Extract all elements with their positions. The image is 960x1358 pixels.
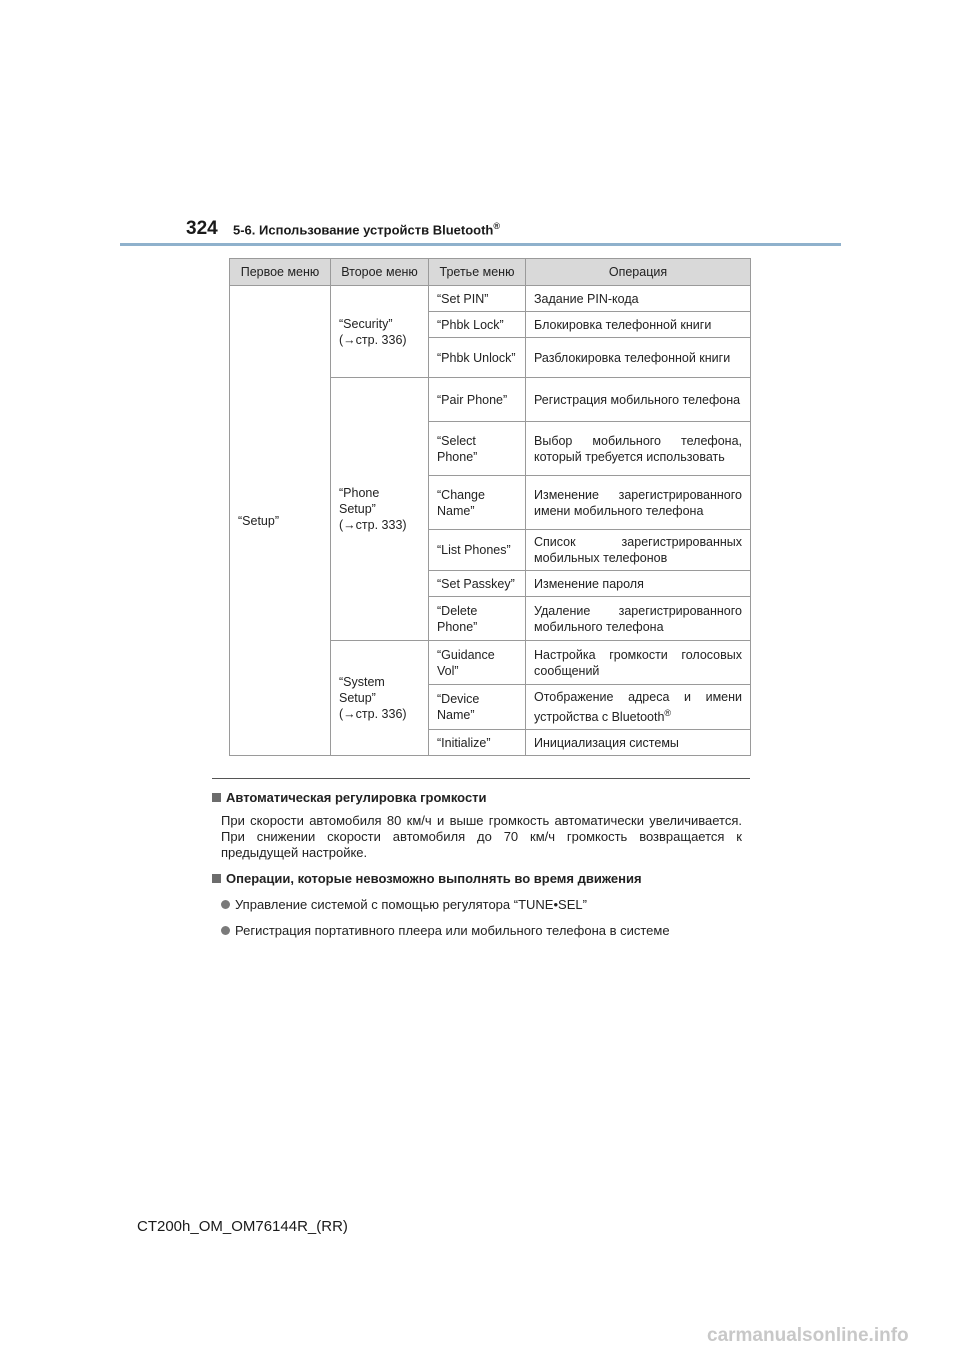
column-header: Второе меню	[331, 259, 429, 286]
table-header-row	[230, 259, 751, 286]
watermark: carmanualsonline.info	[707, 1325, 909, 1346]
second-menu-cell: “Phone Setup” (→стр. 333)	[331, 378, 429, 641]
list-item-text: Регистрация портативного плеера или мобильного телефона в системе	[235, 923, 670, 938]
note-body-auto-volume: При скорости автомобиля 80 км/ч и выше громкость автоматически увеличивается. При снижении скорости автомобиля до 70 км/ч громкость возвращается к предыдущей настройке.	[221, 813, 742, 860]
notes-section	[212, 790, 742, 939]
list-item-text: Управление системой с помощью регулятора “TUNE•SEL”	[235, 897, 587, 912]
third-menu-cell: “Phbk Unlock”	[429, 338, 526, 378]
operation-text: Инициализация системы	[534, 735, 679, 750]
operation-cell	[526, 422, 751, 476]
operation-text: Задание PIN-кода	[534, 291, 639, 306]
table-bottom-rule	[212, 778, 750, 779]
second-menu-cell: “System Setup” (→стр. 336)	[331, 641, 429, 756]
third-menu-cell: “Pair Phone”	[429, 378, 526, 422]
registered-mark: ®	[493, 221, 500, 231]
third-menu-cell: “Change Name”	[429, 476, 526, 530]
third-menu-cell: “Set Passkey”	[429, 571, 526, 597]
list-item	[221, 897, 742, 913]
column-header: Операция	[526, 259, 751, 286]
first-menu-cell: “Setup”	[230, 286, 331, 756]
note-heading-driving-ops	[212, 871, 742, 887]
third-menu-cell: “Device Name”	[429, 685, 526, 730]
operation-cell	[526, 378, 751, 422]
third-menu-cell: “Delete Phone”	[429, 597, 526, 641]
operation-cell	[526, 685, 751, 730]
list-item	[221, 923, 742, 939]
note-heading-auto-volume	[212, 790, 742, 806]
note-heading-text: Операции, которые невозможно выполнять во время движения	[226, 871, 642, 886]
operation-text: Изменение зарегистрированного имени мобильного телефона	[534, 487, 742, 518]
third-menu-cell: “List Phones”	[429, 530, 526, 571]
operation-cell	[526, 286, 751, 312]
registered-mark: ®	[664, 708, 672, 718]
operation-cell	[526, 730, 751, 756]
operation-text: Настройка громкости голосовых сообщений	[534, 647, 742, 678]
circle-bullet-icon	[221, 900, 230, 909]
header-rule	[120, 243, 841, 246]
square-bullet-icon	[212, 874, 221, 883]
operation-text: Разблокировка телефонной книги	[534, 350, 731, 365]
third-menu-cell: “Initialize”	[429, 730, 526, 756]
operation-text: Изменение пароля	[534, 576, 644, 591]
note-heading-text: Автоматическая регулировка громкости	[226, 790, 487, 805]
operation-cell	[526, 476, 751, 530]
operation-text: Список зарегистрированных мобильных телефонов	[534, 535, 742, 565]
document-code: CT200h_OM_OM76144R_(RR)	[137, 1218, 348, 1235]
operation-text: Удаление зарегистрированного мобильного телефона	[534, 603, 742, 634]
operation-text: Регистрация мобильного телефона	[534, 392, 741, 407]
table-row	[230, 286, 751, 312]
operation-cell	[526, 597, 751, 641]
third-menu-cell: “Guidance Vol”	[429, 641, 526, 685]
operation-cell	[526, 338, 751, 378]
table-body	[230, 286, 751, 756]
operation-cell	[526, 571, 751, 597]
column-header: Третье меню	[429, 259, 526, 286]
operation-text: Отображение адреса и имени устройства с Bluetooth	[534, 690, 742, 725]
third-menu-cell: “Phbk Lock”	[429, 312, 526, 338]
circle-bullet-icon	[221, 926, 230, 935]
operation-text: Выбор мобильного телефона, который требуется использовать	[534, 433, 742, 464]
operation-cell	[526, 530, 751, 571]
operation-cell	[526, 312, 751, 338]
column-header: Первое меню	[230, 259, 331, 286]
square-bullet-icon	[212, 793, 221, 802]
menu-operations-table	[229, 258, 751, 756]
operation-cell	[526, 641, 751, 685]
third-menu-cell: “Set PIN”	[429, 286, 526, 312]
third-menu-cell: “Select Phone”	[429, 422, 526, 476]
operation-text: Блокировка телефонной книги	[534, 317, 712, 332]
section-title	[233, 221, 500, 237]
second-menu-cell: “Security” (→стр. 336)	[331, 286, 429, 378]
section-title-text: 5-6. Использование устройств Bluetooth	[233, 222, 494, 238]
page-number: 324	[186, 218, 218, 239]
